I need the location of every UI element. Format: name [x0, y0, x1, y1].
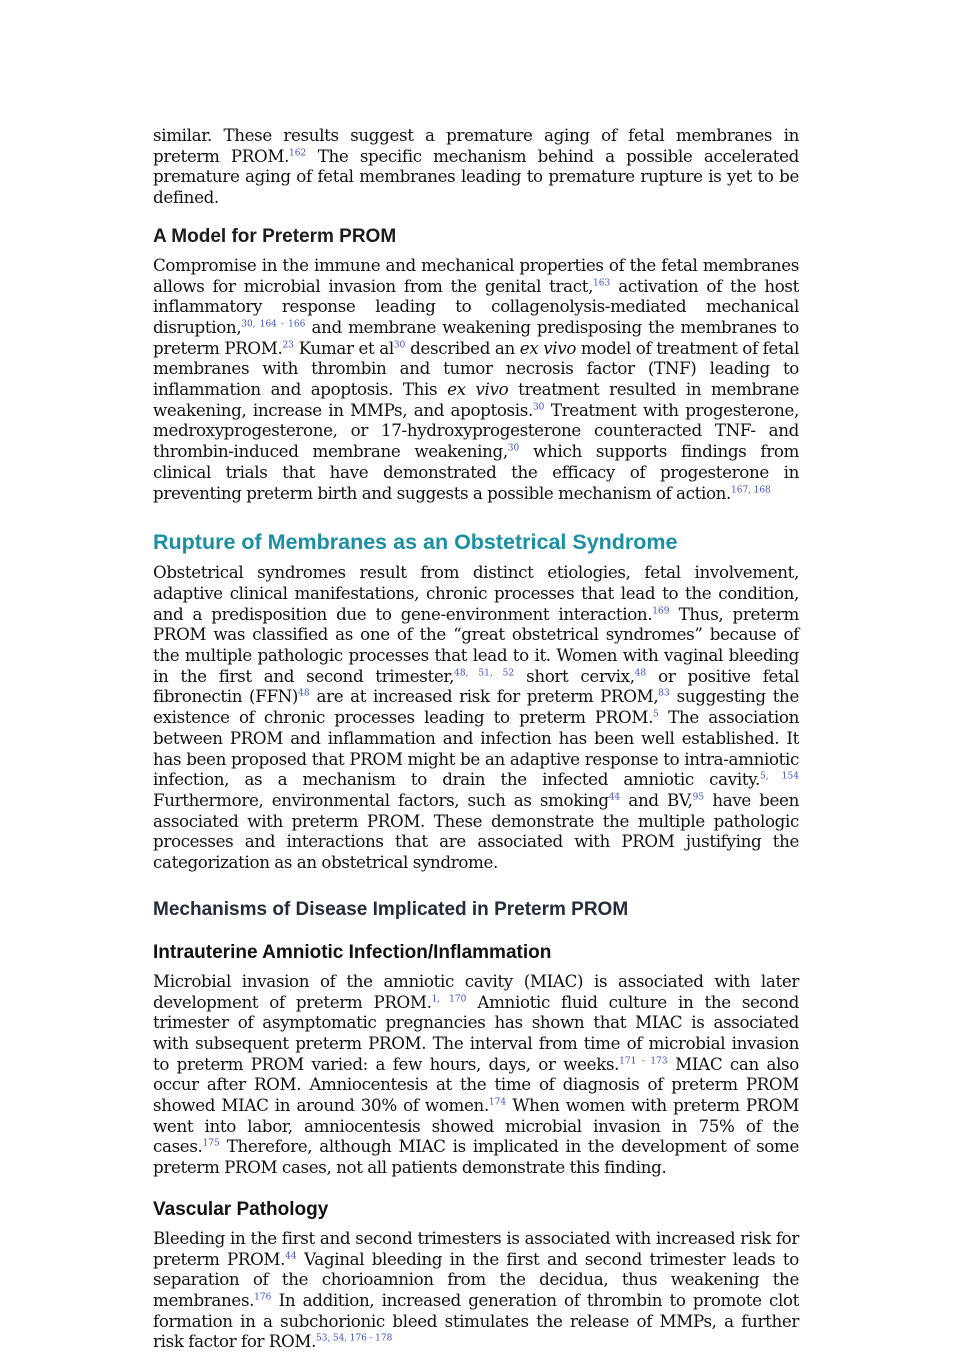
text: Amniotic fluid culture in the second trimester of asymptomatic pregnancies has shown that MIAC is associated with subsequent preterm PROM. The interval from time of microbial invasion to preterm PROM varied: a few hours, days, or weeks.	[153, 991, 799, 1074]
citation-ref[interactable]: 53, 54, 176 - 178	[316, 1333, 393, 1344]
citation-ref[interactable]: 175	[202, 1138, 220, 1149]
text: Bleeding in the first and second trimesters is associated with increased risk for preterm PROM.	[153, 1227, 799, 1269]
heading-model-preterm-prom: A Model for Preterm PROM	[153, 225, 397, 247]
citation-ref[interactable]: 169	[652, 606, 670, 617]
text: Treatment with progesterone, medroxyprogesterone, or 17-hydroxyprogesterone counteracted TNF- and thrombin-induced membrane weakening,	[153, 399, 799, 462]
citation-ref[interactable]: 30, 164 - 166	[241, 319, 306, 330]
text: Obstetrical syndromes result from distinct etiologies, fetal involvement, adaptive clinical manifestations, chronic processes that lead to the condition, and a predisposition due to gene-environment interaction.	[153, 562, 799, 624]
text: Compromise in the immune and mechanical properties of the fetal membranes allows for microbial invasion from the genital tract,	[153, 254, 799, 296]
text: Furthermore, environmental factors, such as smoking	[153, 789, 609, 810]
citation-ref[interactable]: 48	[634, 668, 647, 679]
citation-ref[interactable]: 163	[593, 277, 611, 288]
paragraph-obstetrical-syndromes	[153, 562, 799, 873]
text: Vaginal bleeding in the first and second trimester leads to separation of the chorioamnion from the decidua, thus weakening the membranes.	[153, 1248, 799, 1310]
citation-ref[interactable]: 171 - 173	[619, 1056, 668, 1067]
text: treatment resulted in membrane weakening, increase in MMPs, and apoptosis.	[153, 379, 799, 420]
citation-ref[interactable]: 48	[298, 688, 310, 699]
text: or positive fetal fibronectin (FFN)	[153, 665, 799, 707]
citation-ref[interactable]: 83	[658, 688, 670, 699]
text: and membrane weakening predisposing the membranes to preterm PROM.	[153, 316, 799, 358]
citation-ref[interactable]: 48, 51, 52	[454, 668, 515, 679]
citation-ref[interactable]: 5	[653, 709, 659, 720]
citation-ref[interactable]: 23	[282, 340, 294, 351]
citation-ref[interactable]: 30	[507, 443, 520, 454]
text: and BV,	[620, 789, 693, 810]
citation-ref[interactable]: 44	[608, 792, 621, 803]
heading-rupture-obstetrical-syndrome: Rupture of Membranes as an Obstetrical Syndrome	[153, 530, 678, 555]
citation-ref[interactable]: 30	[532, 402, 545, 413]
italic-text: ex vivo	[519, 337, 577, 358]
text: similar. These results suggest a premature aging of fetal membranes in preterm PROM.	[153, 125, 799, 166]
text: The association between PROM and inflammation and infection has been well established. It has been proposed that PROM might be an adaptive response to intra-amniotic infection, as a mechanism to drain the infected amniotic cavity.	[153, 707, 799, 790]
text: Microbial invasion of the amniotic cavity (MIAC) is associated with later development of preterm PROM.	[153, 970, 799, 1012]
text: The specific mechanism behind a possible accelerated premature aging of fetal membranes leading to premature rupture is yet to be defined.	[153, 145, 799, 208]
citation-ref[interactable]: 162	[289, 148, 307, 159]
citation-ref[interactable]: 95	[692, 792, 705, 803]
citation-ref[interactable]: 44	[285, 1250, 297, 1261]
citation-ref[interactable]: 5, 154	[760, 771, 799, 782]
citation-ref[interactable]: 30	[393, 340, 406, 351]
citation-ref[interactable]: 176	[254, 1292, 272, 1303]
paragraph-vascular	[153, 1228, 799, 1352]
text: are at increased risk for preterm PROM,	[309, 686, 659, 707]
text: activation of the host inflammatory response leading to collagenolysis-mediated mechanical disruption,	[153, 275, 799, 337]
text: MIAC can also occur after ROM. Amniocentesis at the time of diagnosis of preterm PROM showed MIAC in around 30% of women.	[153, 1053, 799, 1116]
article-page	[153, 125, 799, 1352]
italic-text: ex vivo	[447, 379, 509, 400]
text: suggesting the existence of chronic processes leading to preterm PROM.	[153, 686, 799, 728]
text: Thus, preterm PROM was classified as one of the “great obstetrical syndromes” because of the multiple pathologic processes that lead to it. Women with vaginal bleeding in the first and second trimester,	[153, 603, 799, 686]
paragraph-miac	[153, 971, 799, 1178]
text: short cervix,	[514, 665, 635, 686]
heading-vascular-pathology: Vascular Pathology	[153, 1198, 329, 1220]
text: In addition, increased generation of thrombin to promote clot formation in a subchorionic bleed stimulates the release of MMPs, a further risk factor for ROM.	[153, 1289, 799, 1352]
citation-ref[interactable]: 1, 170	[431, 993, 467, 1004]
text: Therefore, although MIAC is implicated in the development of some preterm PROM cases, not all patients demonstrate this finding.	[153, 1136, 799, 1178]
citation-ref[interactable]: 167, 168	[731, 484, 771, 495]
heading-mechanisms-of-disease: Mechanisms of Disease Implicated in Preterm PROM	[153, 898, 629, 920]
heading-intrauterine-infection: Intrauterine Amniotic Infection/Inflammation	[153, 941, 552, 963]
text: which supports findings from clinical trials that have demonstrated the efficacy of progesterone in preventing preterm birth and suggests a possible mechanism of action.	[153, 441, 799, 503]
paragraph-model	[153, 255, 799, 503]
text: described an	[405, 337, 520, 358]
citation-ref[interactable]: 174	[488, 1097, 507, 1108]
paragraph-premature-aging	[153, 125, 799, 208]
text: Kumar et al	[293, 337, 394, 358]
text: When women with preterm PROM went into labor, amniocentesis showed microbial invasion in 75% of the cases.	[153, 1095, 799, 1157]
text: have been associated with preterm PROM. These demonstrate the multiple pathologic processes and interactions that are associated with PROM justifying the categorization as an obstetrical syndrome.	[153, 789, 799, 873]
text: model of treatment of fetal membranes with thrombin and tumor necrosis factor (TNF) leading to inflammation and apoptosis. This	[153, 337, 799, 400]
